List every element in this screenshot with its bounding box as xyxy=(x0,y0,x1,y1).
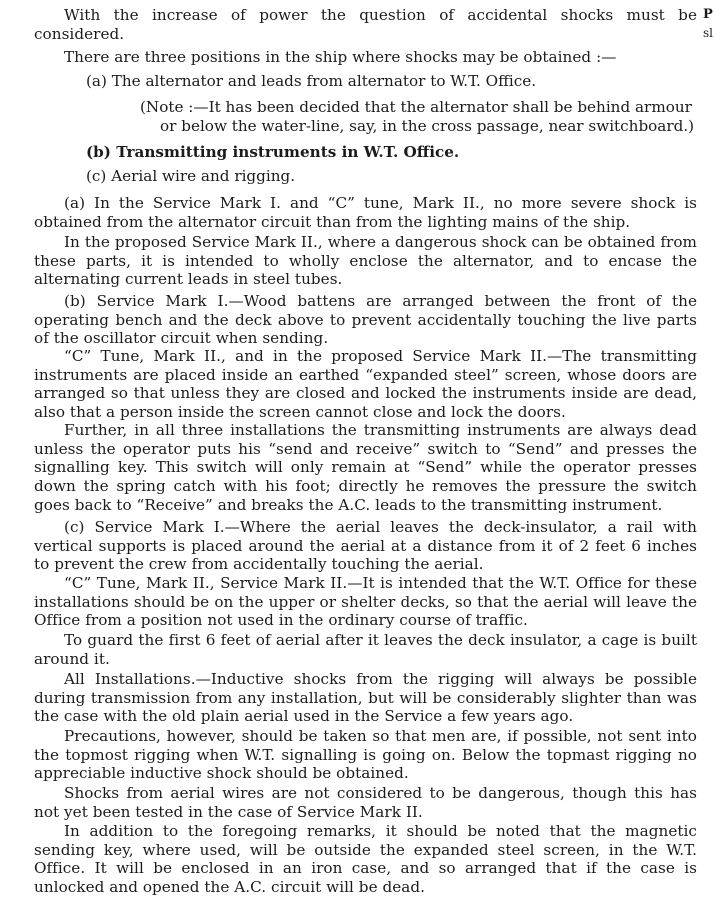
intro-paragraph-1: With the increase of power the question of accidental shocks must be considered. xyxy=(34,6,697,43)
section-b-paragraph-2: “C” Tune, Mark II., and in the proposed Service Mark II.—The transmitting instruments are placed inside an earthed “expanded steel” screen, whose doors are arranged so that unless they are closed and locked the instruments inside are dead, also that a person inside the screen cannot close and lock the doors. xyxy=(34,347,697,422)
position-text-a: The alternator and leads from alternator to W.T. Office. xyxy=(111,72,537,90)
position-text-b: Transmitting instruments in W.T. Office. xyxy=(116,143,460,161)
section-c-paragraph-4: All Installations.—Inductive shocks from the rigging will always be possible during transmission from any installation, but will be considerably slighter than was the case with the old plain aerial used in the Service a few years ago. xyxy=(34,670,697,726)
section-c-paragraph-2: “C” Tune, Mark II., Service Mark II.—It is intended that the W.T. Office for these installations should be on the upper or shelter decks, so that the aerial will leave the Office from a position not used in the ordinary course of traffic. xyxy=(34,574,697,630)
margin-note xyxy=(703,6,714,42)
margin-note-line-1: P xyxy=(703,7,713,22)
position-label-a: (a) xyxy=(86,72,107,90)
intro-paragraph-2: There are three positions in the ship where shocks may be obtained :— xyxy=(64,48,617,66)
section-c-paragraph-6: Shocks from aerial wires are not considered to be dangerous, though this has not yet been tested in the case of Service Mark II. xyxy=(34,784,697,821)
position-item-c xyxy=(86,167,686,186)
position-label-c: (c) xyxy=(86,167,107,185)
position-text-c: Aerial wire and rigging. xyxy=(111,167,296,185)
note-block xyxy=(140,98,700,135)
section-c-paragraph-3: To guard the first 6 feet of aerial after it leaves the deck insulator, a cage is built around it. xyxy=(34,631,697,668)
section-c-paragraph-1: (c) Service Mark I.—Where the aerial leaves the deck-insulator, a rail with vertical supports is placed around the aerial at a distance from it of 2 feet 6 inches to prevent the crew from accidentally touching the aerial. xyxy=(34,518,697,574)
section-b-paragraph-3: Further, in all three installations the transmitting instruments are always dead unless the operator puts his “send and receive” switch to “Send” and presses the signalling key. This switch will only remain at “Send” while the operator presses down the spring catch with his foot; directly he removes the pressure the switch goes back to “Receive” and breaks the A.C. leads to the transmitting instrument. xyxy=(34,421,697,514)
section-b-paragraph-1: (b) Service Mark I.—Wood battens are arranged between the front of the operating bench and the deck above to prevent accidentally touching the live parts of the oscillator circuit when sending. xyxy=(34,292,697,348)
section-a-paragraph-2: In the proposed Service Mark II., where a dangerous shock can be obtained from these parts, it is intended to wholly enclose the alternator, and to encase the alternating current leads in steel tubes. xyxy=(34,233,697,289)
note-line-2: or below the water-line, say, in the cross passage, near switchboard.) xyxy=(160,116,695,135)
section-a-paragraph-1: (a) In the Service Mark I. and “C” tune, Mark II., no more severe shock is obtained from the alternator circuit than from the lighting mains of the ship. xyxy=(34,194,697,231)
note-line-1: (Note :—It has been decided that the alternator shall be behind armour xyxy=(140,98,692,116)
position-label-b: (b) xyxy=(86,143,111,161)
position-item-b xyxy=(86,143,686,162)
margin-note-line-2: sl xyxy=(703,26,713,40)
section-c-paragraph-7: In addition to the foregoing remarks, it should be noted that the magnetic sending key, where used, will be outside the expanded steel screen, in the W.T. Office. It will be enclosed in an iron case, and so arranged that if the case is unlocked and opened the A.C. circuit will be dead. xyxy=(34,822,697,897)
position-item-a xyxy=(86,72,686,91)
section-c-paragraph-5: Precautions, however, should be taken so that men are, if possible, not sent into the topmost rigging when W.T. signalling is going on. Below the topmast rigging no appreciable inductive shock should be obtained. xyxy=(34,727,697,783)
